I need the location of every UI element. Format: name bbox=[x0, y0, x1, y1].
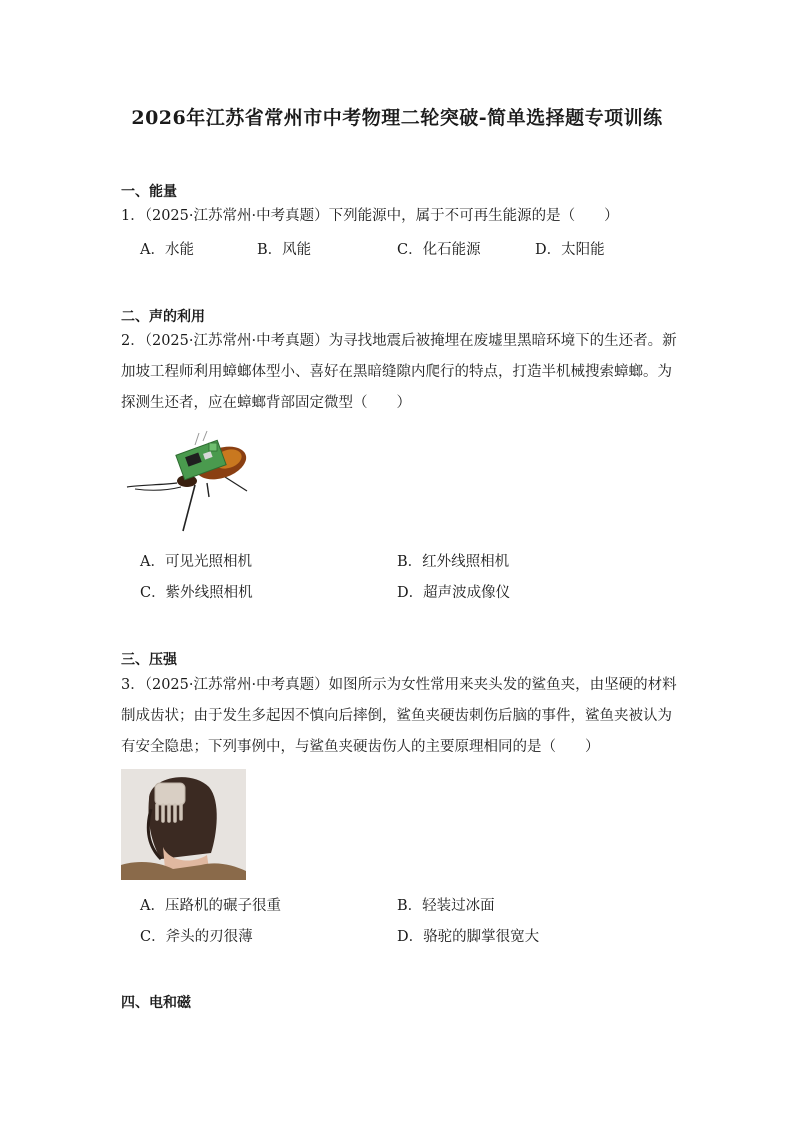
section-heading-sound: 二、声的利用 bbox=[121, 309, 205, 325]
question-3-option-c: C．斧头的刃很薄 bbox=[140, 929, 253, 945]
section-heading-energy: 一、能量 bbox=[121, 184, 177, 200]
shark-hair-clip-image bbox=[121, 769, 246, 880]
question-1-stem: 1．（2025·江苏常州·中考真题）下列能源中，属于不可再生能源的是（ ） bbox=[121, 208, 619, 224]
question-1-option-d: D．太阳能 bbox=[535, 242, 605, 258]
question-3-option-b: B．轻装过冰面 bbox=[397, 898, 495, 914]
section-heading-electromagnetism: 四、电和磁 bbox=[121, 995, 191, 1011]
document-title: 2026年江苏省常州市中考物理二轮突破-简单选择题专项训练 bbox=[131, 107, 663, 129]
question-2-option-c: C．紫外线照相机 bbox=[140, 585, 253, 601]
question-2-stem: 2．（2025·江苏常州·中考真题）为寻找地震后被掩埋在废墟里黑暗环境下的生还者。新加坡工程师利用蟑螂体型小、喜好在黑暗缝隙内爬行的特点，打造半机械搜索蟑螂。为探测生还者，应在蟑螂背部固定微型（ ） bbox=[121, 333, 677, 411]
question-1-option-c: C．化石能源 bbox=[397, 242, 481, 258]
question-1-option-b: B．风能 bbox=[257, 242, 312, 258]
question-3-stem: 3．（2025·江苏常州·中考真题）如图所示为女性常用来夹头发的鲨鱼夹，由坚硬的材料制成齿状；由于发生多起因不慎向后摔倒，鲨鱼夹硬齿刺伤后脑的事件，鲨鱼夹被认为有安全隐患；下列事例中，与鲨鱼夹硬齿伤人的主要原理相同的是（ ） bbox=[121, 677, 677, 755]
question-2-option-a: A．可见光照相机 bbox=[140, 554, 252, 570]
cyborg-cockroach-image bbox=[125, 425, 253, 533]
question-1-option-a: A．水能 bbox=[140, 242, 194, 258]
question-3-option-d: D．骆驼的脚掌很宽大 bbox=[397, 929, 540, 945]
question-2-option-b: B．红外线照相机 bbox=[397, 554, 510, 570]
question-2-option-d: D．超声波成像仪 bbox=[397, 585, 511, 601]
question-3-option-a: A．压路机的碾子很重 bbox=[140, 898, 281, 914]
section-heading-pressure: 三、压强 bbox=[121, 652, 177, 668]
